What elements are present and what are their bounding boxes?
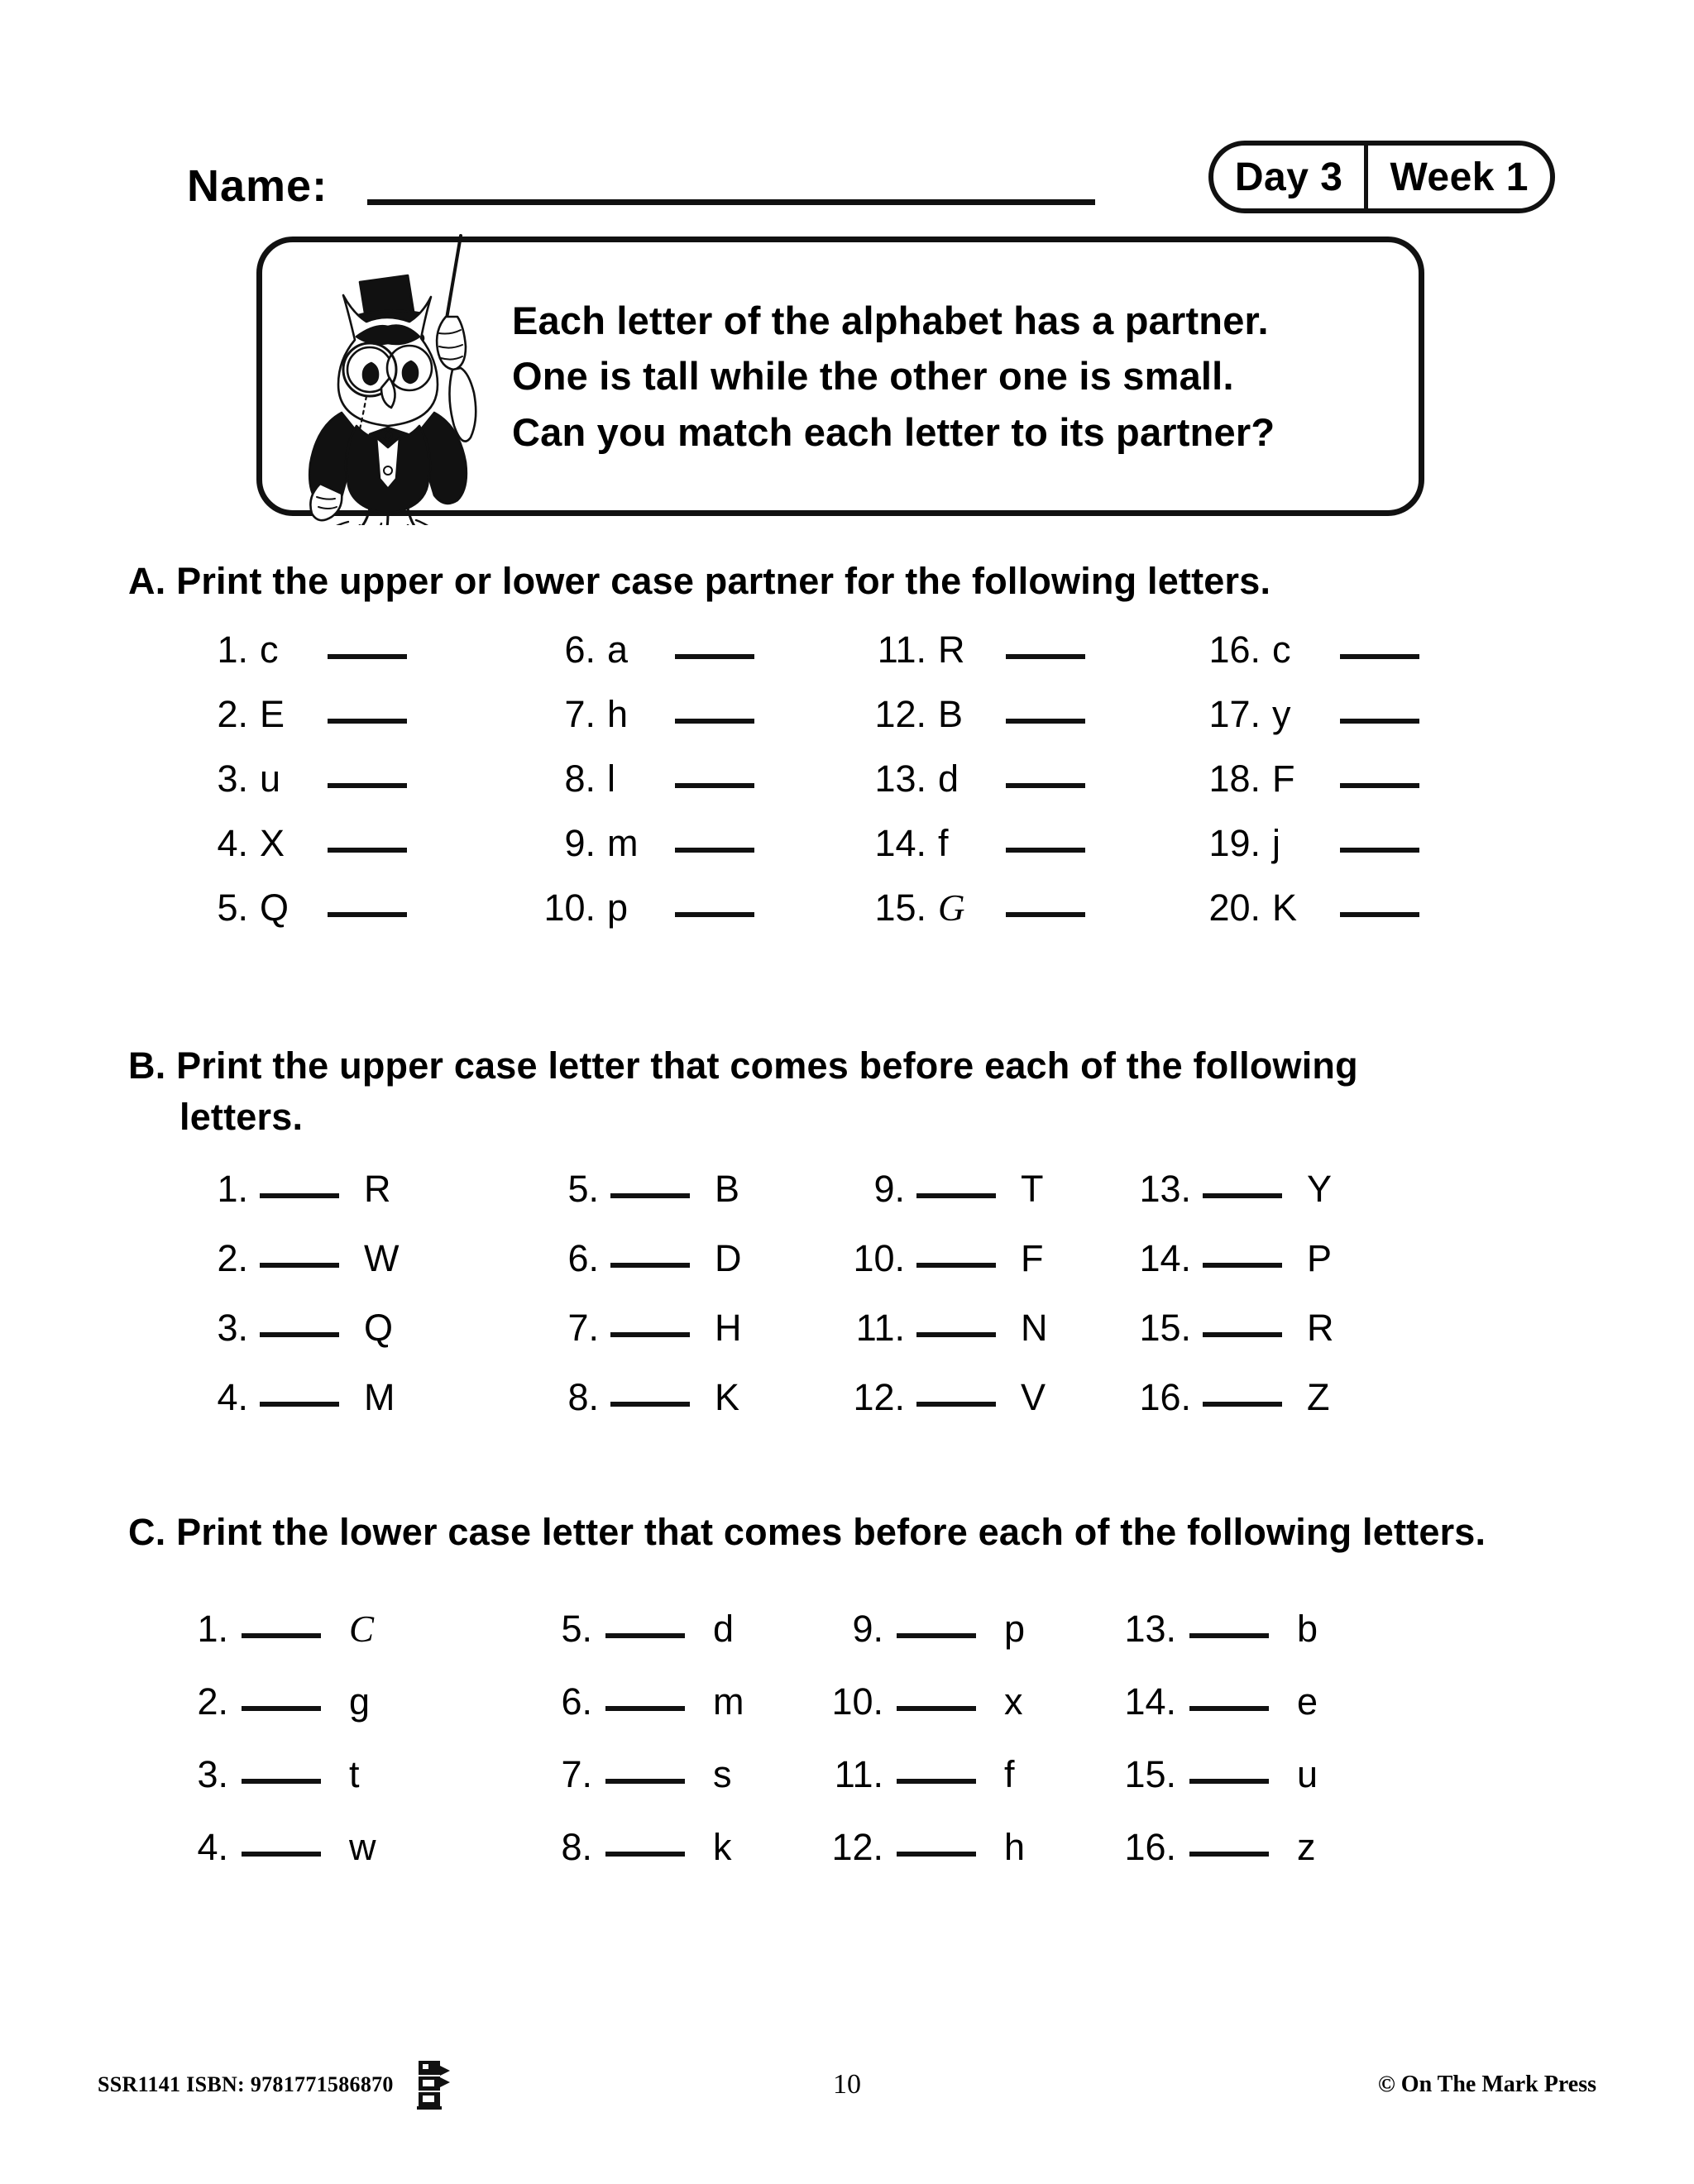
answer-blank[interactable]: [897, 1779, 976, 1784]
item-letter: h: [607, 693, 629, 735]
list-item: [1196, 693, 1510, 757]
day-week-badge: [1208, 141, 1555, 213]
item-letter: K: [1272, 887, 1298, 929]
answer-blank[interactable]: [260, 1332, 339, 1337]
list-item: [840, 1237, 1127, 1307]
section-a-label: A.: [128, 560, 166, 602]
section-a-heading: [128, 556, 1584, 607]
answer-blank[interactable]: [328, 848, 407, 853]
section-a-items: [184, 628, 1507, 951]
item-letter: l: [607, 757, 615, 800]
item-number: 11.: [877, 628, 926, 671]
item-number: 2.: [217, 1237, 248, 1279]
day-value: Day 3: [1234, 155, 1343, 199]
answer-blank[interactable]: [675, 848, 754, 853]
list-item: [184, 887, 531, 951]
list-item: [821, 1753, 1113, 1826]
item-number: 1.: [197, 1608, 228, 1650]
item-letter: H: [715, 1307, 742, 1349]
list-item: [184, 822, 531, 887]
list-item: [184, 757, 531, 822]
item-number: 12.: [831, 1826, 883, 1868]
item-number: 13.: [1139, 1168, 1191, 1210]
answer-blank[interactable]: [1189, 1779, 1269, 1784]
answer-blank[interactable]: [260, 1402, 339, 1407]
item-number: 5.: [561, 1608, 592, 1650]
answer-blank[interactable]: [897, 1852, 976, 1857]
copyright-notice: © On The Mark Press: [1377, 2072, 1596, 2097]
item-letter: a: [607, 628, 629, 671]
list-item: [1196, 822, 1510, 887]
item-number: 9.: [873, 1168, 905, 1210]
section-a-heading-text: Print the upper or lower case partner for the following letters.: [176, 560, 1271, 602]
item-letter: Q: [260, 887, 290, 929]
item-number: 20.: [1208, 887, 1261, 929]
answer-blank[interactable]: [1189, 1633, 1269, 1638]
item-number: 16.: [1208, 628, 1261, 671]
answer-blank[interactable]: [328, 912, 407, 917]
item-number: 19.: [1208, 822, 1261, 864]
item-letter: X: [260, 822, 285, 864]
item-number: 10.: [543, 887, 596, 929]
item-number: 6.: [561, 1680, 592, 1723]
list-item: [531, 693, 862, 757]
item-number: 15.: [874, 887, 926, 929]
answer-blank[interactable]: [242, 1779, 321, 1784]
list-item: [821, 1608, 1113, 1680]
week-value: Week 1: [1390, 155, 1529, 199]
answer-blank[interactable]: [1203, 1193, 1282, 1198]
answer-blank[interactable]: [675, 783, 754, 788]
item-number: 10.: [831, 1680, 883, 1723]
item-number: 11.: [834, 1753, 883, 1795]
section-c-heading: [128, 1507, 1634, 1558]
answer-blank[interactable]: [1189, 1852, 1269, 1857]
item-letter: R: [1307, 1307, 1334, 1349]
item-number: 6.: [567, 1237, 599, 1279]
answer-blank[interactable]: [1006, 848, 1085, 853]
answer-blank[interactable]: [610, 1332, 690, 1337]
item-number: 8.: [564, 757, 596, 800]
item-number: 4.: [217, 1376, 248, 1418]
list-item: [821, 1826, 1113, 1899]
answer-blank[interactable]: [328, 783, 407, 788]
item-letter: F: [1272, 757, 1295, 800]
answer-blank[interactable]: [328, 654, 407, 659]
section-b-items: [184, 1168, 1524, 1446]
answer-blank[interactable]: [1006, 783, 1085, 788]
item-letter: t: [349, 1753, 360, 1795]
item-number: 9.: [852, 1608, 883, 1650]
list-item: [840, 1307, 1127, 1376]
item-letter: V: [1021, 1376, 1046, 1418]
item-letter: k: [713, 1826, 732, 1868]
list-item: [862, 887, 1196, 951]
section-c-heading-text: Print the lower case letter that comes before each of the following letters.: [176, 1511, 1486, 1553]
list-item: [534, 1168, 840, 1237]
item-number: 4.: [217, 822, 248, 864]
item-letter: Y: [1307, 1168, 1333, 1210]
item-number: 16.: [1124, 1826, 1176, 1868]
item-number: 2.: [197, 1680, 228, 1723]
list-item: [184, 628, 531, 693]
answer-blank[interactable]: [605, 1779, 685, 1784]
answer-blank[interactable]: [610, 1193, 690, 1198]
item-number: 4.: [197, 1826, 228, 1868]
list-item: [165, 1826, 529, 1899]
item-letter: M: [364, 1376, 395, 1418]
answer-blank[interactable]: [1340, 719, 1419, 724]
instruction-bubble: [256, 237, 1424, 516]
answer-blank[interactable]: [675, 719, 754, 724]
item-number: 12.: [874, 693, 926, 735]
list-item: [1113, 1753, 1469, 1826]
answer-blank[interactable]: [916, 1402, 996, 1407]
item-letter: m: [713, 1680, 744, 1723]
item-number: 6.: [564, 628, 596, 671]
instruction-line-3: Can you match each letter to its partner?: [512, 409, 1275, 454]
section-b-heading-text: Print the upper case letter that comes before each of the following: [176, 1044, 1358, 1087]
item-letter: Z: [1307, 1376, 1330, 1418]
item-number: 7.: [561, 1753, 592, 1795]
item-letter: F: [1021, 1237, 1044, 1279]
answer-blank[interactable]: [605, 1852, 685, 1857]
list-item: [1127, 1168, 1482, 1237]
answer-blank[interactable]: [610, 1263, 690, 1268]
page-header: [187, 139, 1611, 213]
answer-blank[interactable]: [1006, 654, 1085, 659]
answer-blank[interactable]: [605, 1706, 685, 1711]
item-number: 16.: [1139, 1376, 1191, 1418]
item-number: 5.: [567, 1168, 599, 1210]
item-letter: w: [349, 1826, 376, 1868]
list-item: [531, 887, 862, 951]
item-letter: j: [1272, 822, 1280, 864]
list-item: [862, 757, 1196, 822]
item-number: 7.: [567, 1307, 599, 1349]
list-item: [821, 1680, 1113, 1753]
answer-blank[interactable]: [675, 912, 754, 917]
answer-blank[interactable]: [260, 1263, 339, 1268]
list-item: [1127, 1237, 1482, 1307]
answer-blank[interactable]: [897, 1706, 976, 1711]
item-letter: s: [713, 1753, 732, 1795]
section-c-items: [165, 1608, 1522, 1899]
item-number: 8.: [561, 1826, 592, 1868]
item-number: 2.: [217, 693, 248, 735]
list-item: [184, 693, 531, 757]
answer-blank[interactable]: [260, 1193, 339, 1198]
list-item: [1196, 757, 1510, 822]
list-item: [534, 1237, 840, 1307]
answer-blank[interactable]: [916, 1193, 996, 1198]
list-item: [531, 628, 862, 693]
item-number: 18.: [1208, 757, 1261, 800]
item-letter: u: [260, 757, 281, 800]
section-c-label: C.: [128, 1511, 166, 1553]
item-letter: C: [349, 1608, 375, 1650]
section-b-label: B.: [128, 1044, 166, 1087]
answer-blank[interactable]: [1203, 1332, 1282, 1337]
list-item: [184, 1307, 534, 1376]
list-item: [840, 1376, 1127, 1446]
answer-blank[interactable]: [242, 1852, 321, 1857]
answer-blank[interactable]: [897, 1633, 976, 1638]
item-number: 11.: [855, 1307, 905, 1349]
list-item: [1113, 1680, 1469, 1753]
answer-blank[interactable]: [1189, 1706, 1269, 1711]
page-footer: [98, 2056, 1596, 2114]
answer-blank[interactable]: [675, 654, 754, 659]
list-item: [165, 1608, 529, 1680]
name-label: Name:: [187, 161, 328, 211]
item-letter: G: [938, 887, 965, 929]
list-item: [529, 1826, 821, 1899]
list-item: [840, 1168, 1127, 1237]
item-number: 13.: [874, 757, 926, 800]
item-number: 10.: [853, 1237, 905, 1279]
answer-blank[interactable]: [328, 719, 407, 724]
item-letter: m: [607, 822, 639, 864]
list-item: [184, 1376, 534, 1446]
page-number: 10: [833, 2069, 861, 2100]
owl-mascot-icon: [277, 242, 484, 510]
answer-blank[interactable]: [916, 1332, 996, 1337]
answer-blank[interactable]: [1203, 1263, 1282, 1268]
item-number: 13.: [1124, 1608, 1176, 1650]
item-letter: B: [938, 693, 964, 735]
list-item: [165, 1680, 529, 1753]
item-number: 1.: [217, 628, 248, 671]
item-number: 8.: [567, 1376, 599, 1418]
item-letter: B: [715, 1168, 740, 1210]
list-item: [1113, 1826, 1469, 1899]
item-letter: R: [364, 1168, 391, 1210]
answer-blank[interactable]: [1006, 719, 1085, 724]
item-letter: f: [938, 822, 949, 864]
item-letter: b: [1297, 1608, 1318, 1650]
list-item: [1127, 1376, 1482, 1446]
list-item: [165, 1753, 529, 1826]
item-number: 15.: [1139, 1307, 1191, 1349]
answer-blank[interactable]: [1006, 912, 1085, 917]
item-letter: K: [715, 1376, 740, 1418]
item-number: 5.: [217, 887, 248, 929]
item-letter: e: [1297, 1680, 1318, 1723]
item-number: 1.: [217, 1168, 248, 1210]
section-b-heading-line2: letters.: [179, 1096, 304, 1139]
item-number: 15.: [1124, 1753, 1176, 1795]
item-letter: x: [1004, 1680, 1023, 1723]
item-number: 14.: [1124, 1680, 1176, 1723]
item-letter: R: [938, 628, 965, 671]
answer-blank[interactable]: [1340, 848, 1419, 853]
instruction-text: [484, 293, 1419, 460]
item-letter: p: [1004, 1608, 1026, 1650]
answer-blank[interactable]: [610, 1402, 690, 1407]
item-number: 14.: [1139, 1237, 1191, 1279]
item-letter: Q: [364, 1307, 394, 1349]
item-number: 17.: [1208, 693, 1261, 735]
answer-blank[interactable]: [1203, 1402, 1282, 1407]
answer-blank[interactable]: [605, 1633, 685, 1638]
name-write-line[interactable]: [367, 199, 1095, 205]
list-item: [1113, 1608, 1469, 1680]
item-number: 3.: [197, 1753, 228, 1795]
item-letter: y: [1272, 693, 1291, 735]
item-number: 7.: [564, 693, 596, 735]
item-number: 12.: [853, 1376, 905, 1418]
item-letter: P: [1307, 1237, 1333, 1279]
instruction-line-2: One is tall while the other one is small.: [512, 354, 1234, 399]
answer-blank[interactable]: [242, 1633, 321, 1638]
item-letter: N: [1021, 1307, 1048, 1349]
item-letter: D: [715, 1237, 742, 1279]
item-letter: c: [260, 628, 279, 671]
item-letter: p: [607, 887, 629, 929]
list-item: [529, 1680, 821, 1753]
list-item: [184, 1237, 534, 1307]
list-item: [184, 1168, 534, 1237]
item-letter: E: [260, 693, 285, 735]
list-item: [862, 822, 1196, 887]
list-item: [531, 757, 862, 822]
answer-blank[interactable]: [1340, 654, 1419, 659]
list-item: [1196, 887, 1510, 951]
list-item: [529, 1753, 821, 1826]
item-number: 3.: [217, 757, 248, 800]
list-item: [862, 628, 1196, 693]
list-item: [1196, 628, 1510, 693]
item-letter: c: [1272, 628, 1291, 671]
item-number: 9.: [564, 822, 596, 864]
list-item: [529, 1608, 821, 1680]
product-code-isbn: SSR1141 ISBN: 9781771586870: [98, 2072, 394, 2096]
item-letter: T: [1021, 1168, 1044, 1210]
item-letter: d: [713, 1608, 735, 1650]
list-item: [1127, 1307, 1482, 1376]
item-letter: g: [349, 1680, 371, 1723]
answer-blank[interactable]: [242, 1706, 321, 1711]
list-item: [534, 1307, 840, 1376]
answer-blank[interactable]: [1340, 783, 1419, 788]
item-letter: h: [1004, 1826, 1026, 1868]
item-letter: z: [1297, 1826, 1316, 1868]
list-item: [531, 822, 862, 887]
list-item: [534, 1376, 840, 1446]
item-number: 14.: [874, 822, 926, 864]
instruction-line-1: Each letter of the alphabet has a partner.: [512, 299, 1269, 343]
item-letter: W: [364, 1237, 400, 1279]
item-letter: f: [1004, 1753, 1015, 1795]
answer-blank[interactable]: [1340, 912, 1419, 917]
item-number: 3.: [217, 1307, 248, 1349]
item-letter: u: [1297, 1753, 1318, 1795]
item-letter: d: [938, 757, 959, 800]
answer-blank[interactable]: [916, 1263, 996, 1268]
list-item: [862, 693, 1196, 757]
section-b-heading: [128, 1040, 1385, 1143]
